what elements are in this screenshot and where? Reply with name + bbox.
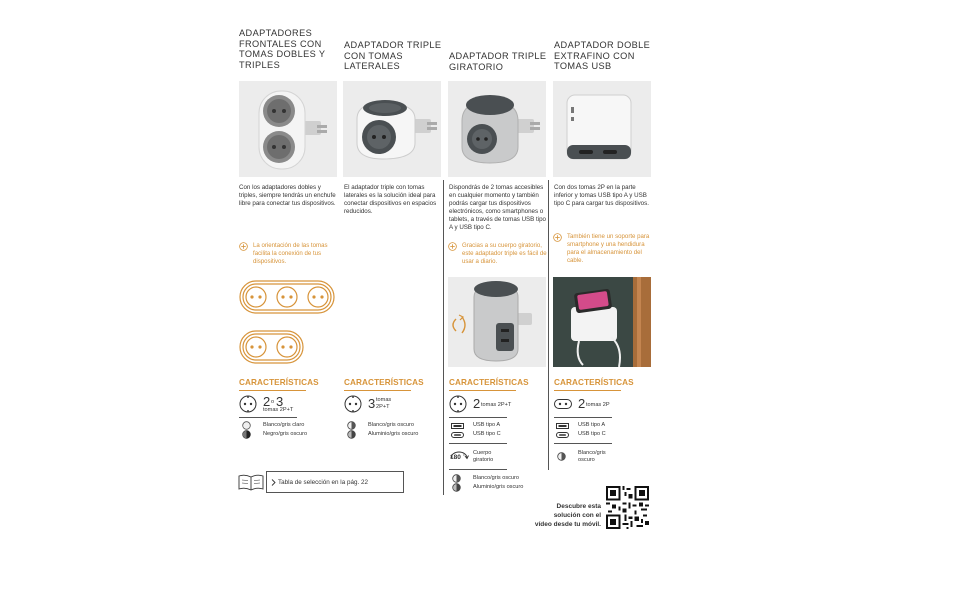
socket-count: 2 — [263, 394, 271, 409]
color-option: Blanco/gris claro — [263, 422, 305, 428]
divider — [554, 417, 612, 418]
socket-layout-diagram — [238, 279, 336, 367]
color-swatch-light-icon — [242, 421, 251, 430]
color-option: Blanco/gris oscuro — [473, 475, 520, 481]
color-option: Negro/gris oscuro — [263, 431, 308, 437]
usb-c-label: USB tipo C — [473, 431, 501, 437]
feature-note — [553, 233, 653, 265]
wall-usage-image — [553, 277, 651, 367]
divider — [449, 443, 507, 444]
color-swatch-white-grey-icon — [452, 474, 461, 483]
plus-circle-icon — [448, 242, 457, 251]
color-option: Aluminio/gris oscuro — [368, 431, 419, 437]
divider — [239, 417, 297, 418]
description: Con dos tomas 2P en la parte inferior y tomas USB tipo A y USB tipo C para cargar tus dispositivos. — [554, 184, 649, 208]
column-extrafino — [554, 40, 652, 72]
column-divider — [443, 180, 444, 495]
product-photo-rotation — [448, 277, 546, 367]
caracteristicas-heading: CARACTERÍSTICAS — [449, 378, 529, 387]
description: El adaptador triple con tomas laterales es la solución ideal para conectar dispositivos en espacios reducidos. — [344, 184, 437, 216]
qr-code-icon[interactable] — [606, 486, 649, 529]
video-callout-line: vídeo desde tu móvil. — [534, 521, 601, 528]
rotation-detail-image — [448, 277, 546, 367]
column-title: ADAPTADORES FRONTALES CON TOMAS DOBLES Y TRIPLES — [239, 28, 326, 70]
video-callout-line: solución con el — [553, 512, 601, 519]
socket-count: 3 — [368, 396, 376, 411]
color-swatch-white-grey-icon — [347, 421, 356, 430]
video-callout — [525, 502, 601, 529]
description: Dispondrás de 2 tomas accesibles en cualquier momento y también podrás cargar tus dispositivos electrónicos, como smartphones o tablets, a través de tomas USB tipo A y USB tipo C. — [449, 184, 546, 232]
video-callout-line: Descubre esta — [556, 503, 601, 510]
color-option: Blanco/gris oscuro — [368, 422, 415, 428]
note-text: Gracias a su cuerpo giratorio, este adaptador triple es fácil de usar a diario. — [462, 242, 547, 266]
socket-unit: tomas 2P — [586, 402, 610, 408]
caracteristicas-heading: CARACTERÍSTICAS — [344, 378, 424, 387]
column-frontal — [239, 28, 337, 70]
double-adapter-image — [239, 81, 337, 177]
column-lateral — [344, 40, 442, 72]
caracteristicas-heading: CARACTERÍSTICAS — [239, 378, 319, 387]
usb-a-icon — [556, 423, 569, 429]
divider — [239, 390, 306, 391]
lateral-adapter-image — [343, 81, 441, 177]
note-text: La orientación de las tomas facilita la conexión de tus dispositivos. — [253, 242, 328, 266]
selection-table-link[interactable] — [238, 471, 404, 493]
socket-unit: 2P+T — [376, 404, 390, 410]
divider — [554, 443, 612, 444]
socket-unit: tomas 2P+T — [263, 407, 294, 413]
rotating-adapter-image — [448, 81, 546, 177]
usb-c-label: USB tipo C — [578, 431, 606, 437]
product-photo-extrafino — [553, 81, 651, 177]
divider — [449, 417, 507, 418]
description: Con los adaptadores dobles y triples, siempre tendrás un enchufe libre para conectar tus dispositivos. — [239, 184, 336, 208]
usb-a-icon — [451, 423, 464, 429]
socket-count: 2 — [578, 396, 586, 411]
color-option: Aluminio/gris oscuro — [473, 484, 524, 490]
column-divider — [548, 180, 549, 470]
socket-unit: tomas 2P+T — [481, 402, 512, 408]
plus-circle-icon — [239, 242, 248, 251]
note-text: También tiene un soporte para smartphone y una hendidura para el almacenamiento del cable. — [567, 233, 650, 265]
color-swatch-dark-icon — [242, 430, 251, 439]
catalog-page: ADAPTADORES FRONTALES CON TOMAS DOBLES Y TRIPLES Con los adaptadores dobles y triples, siempre tendrás un enchufe libre para conectar tus dispositivos. La orientación de las tomas facilita la conexión de tus dispositivos. CARACTERÍSTICAS 2 o 3 tomas 2P+T Blanco/gris claro Negro/gris oscuro ADAPTADOR TRIPLE CON TOMAS LATERALES El adaptador triple con tomas laterales es la solución ideal para conectar dispositivos en espacios reducidos. CARACTERÍSTICAS 3 tomas 2P+T Blanco/gris oscuro Aluminio/gris oscuro ADAPTADOR TRIPLE GIRATORIO Dispondrás de 2 tomas accesibles en cualquier momento y también podrás cargar tus dispositivos electrónicos, como smartphones o tablets, a través de tomas USB tipo A y USB tipo C. Gracias a su cuerpo giratorio, este adaptador triple es fácil de usar a diario. CARACTERÍSTICAS 2 tomas 2P+T USB tipo A USB tipo C 180 º Cuerpo giratorio Blanco/gris oscuro Aluminio/gris oscuro ADAPTADOR DOBLE EXTRAFINO CON TOMAS USB Con dos tomas 2P en la parte inferior y tomas USB tipo A y USB tipo C para cargar tus dispositivos. También tiene un soporte para smartphone y una hendidura para el almacenamiento del cable. CARACTERÍSTICAS 2 tomas 2P USB tipo A USB tipo C Blanco/gris oscuro Tabla de selección en la pág. 22 Descubre esta solución con el vídeo desde tu móvil. — [0, 0, 970, 600]
socket-2p-icon — [554, 399, 572, 409]
product-photo-usage — [553, 277, 651, 367]
divider — [554, 390, 621, 391]
column-title: ADAPTADOR TRIPLE CON TOMAS LATERALES — [344, 40, 442, 72]
plus-circle-icon — [553, 233, 562, 242]
socket-icon — [344, 395, 362, 413]
product-photo-giratorio — [448, 81, 546, 177]
socket-icon — [449, 395, 467, 413]
divider — [449, 469, 507, 470]
divider — [449, 390, 516, 391]
color-swatch-aluminium-icon — [452, 483, 461, 492]
rotation-degree: 180 — [450, 454, 461, 461]
feature-note — [448, 242, 548, 266]
column-title: ADAPTADOR DOBLE EXTRAFINO CON TOMAS USB — [554, 40, 651, 72]
column-giratorio — [449, 51, 547, 72]
usb-c-icon — [556, 432, 569, 438]
feature-note — [239, 242, 339, 266]
socket-icon — [239, 395, 257, 413]
selection-table-text: Tabla de selección en la pág. 22 — [278, 479, 368, 486]
usb-a-label: USB tipo A — [473, 422, 501, 428]
usb-adapter-image — [553, 81, 651, 177]
color-option: Blanco/gris oscuro — [578, 450, 606, 463]
socket-unit: tomas — [376, 397, 392, 403]
chevron-right-icon — [271, 479, 276, 486]
divider — [344, 390, 411, 391]
open-book-icon — [238, 473, 264, 491]
caracteristicas-heading: CARACTERÍSTICAS — [554, 378, 634, 387]
column-title: ADAPTADOR TRIPLE GIRATORIO — [449, 51, 547, 72]
product-photo-lateral — [343, 81, 441, 177]
product-photo-frontal — [239, 81, 337, 177]
rotation-text: Cuerpo giratorio — [473, 450, 494, 463]
socket-join: o — [271, 399, 275, 405]
socket-count: 2 — [473, 396, 481, 411]
usb-c-icon — [451, 432, 464, 438]
usb-a-label: USB tipo A — [578, 422, 606, 428]
color-swatch-aluminium-icon — [347, 430, 356, 439]
color-swatch-white-grey-icon — [557, 452, 566, 461]
socket-count-alt: 3 — [276, 394, 284, 409]
